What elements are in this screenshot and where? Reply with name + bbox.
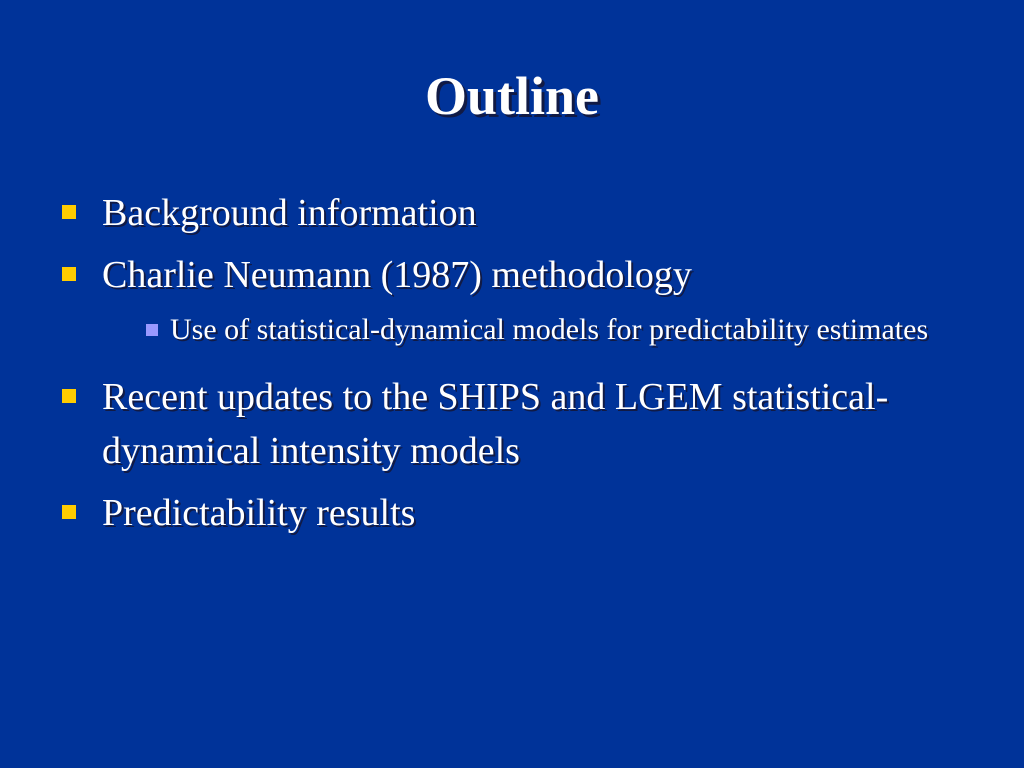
bullet-text: Background information [102, 192, 477, 234]
bullet-text: Recent updates to the SHIPS and LGEM statistical-dynamical intensity models [102, 376, 889, 472]
square-bullet-icon [62, 389, 76, 403]
square-bullet-icon [62, 205, 76, 219]
bullet-item [62, 486, 972, 540]
bullet-text: Predictability results [102, 492, 416, 534]
square-bullet-icon [62, 505, 76, 519]
bullet-item [62, 186, 972, 240]
bullet-item [62, 370, 972, 478]
bullet-text: Charlie Neumann (1987) methodology [102, 254, 692, 296]
small-square-bullet-icon [146, 324, 158, 336]
sub-bullet-text: Use of statistical-dynamical models for predictability estimates [170, 313, 929, 346]
bullet-item [62, 248, 972, 302]
sub-bullet-item [146, 308, 972, 352]
square-bullet-icon [62, 267, 76, 281]
bullet-list [62, 186, 972, 548]
slide-title: Outline [424, 66, 600, 126]
